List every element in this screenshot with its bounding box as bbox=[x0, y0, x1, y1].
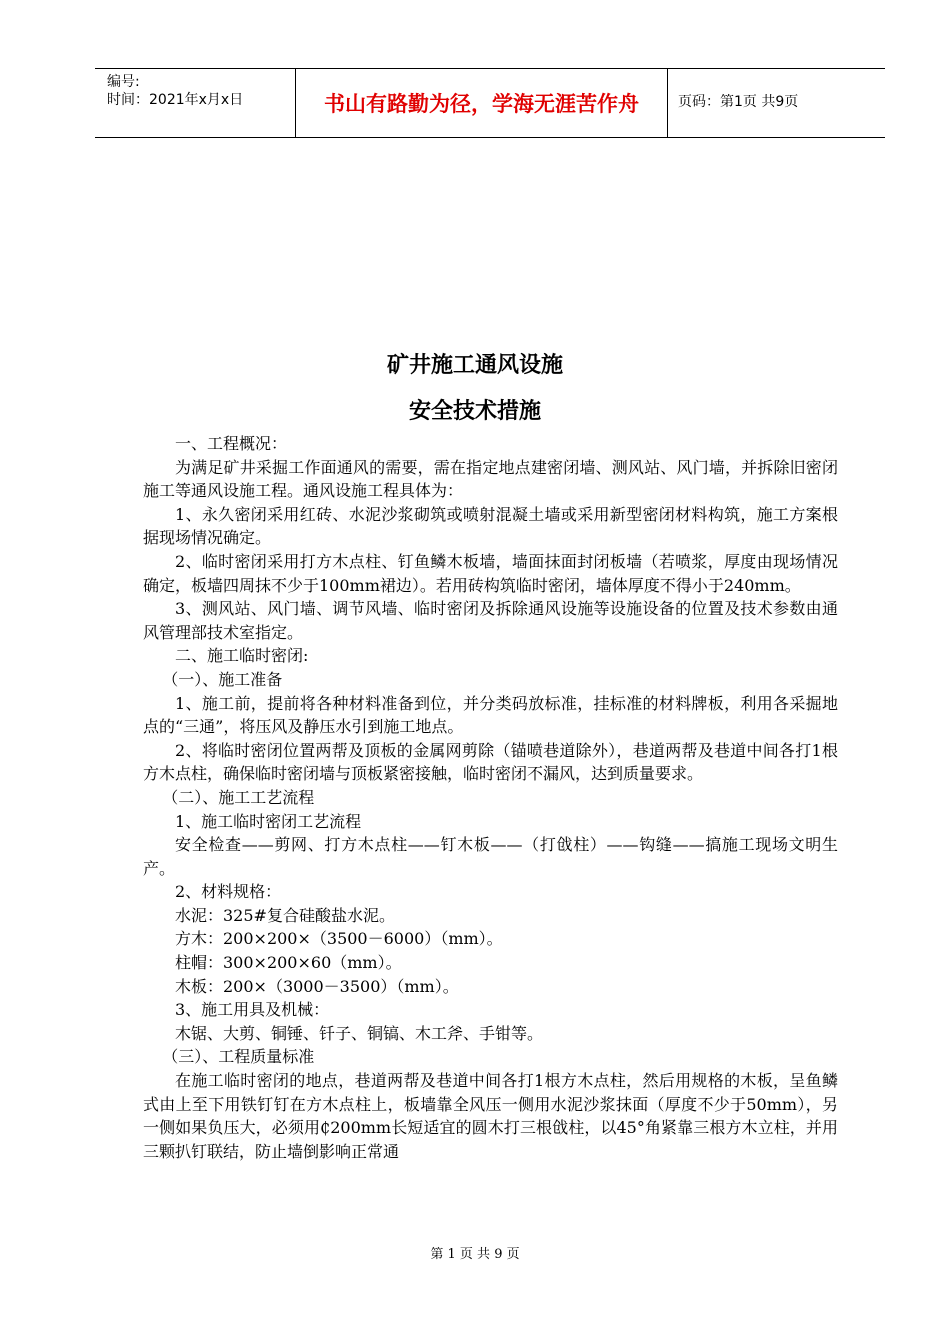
material-spec: 柱帽：300×200×60（mm）。 bbox=[175, 953, 402, 973]
paragraph: 1、永久密闭采用红砖、水泥沙浆砌筑或喷射混凝土墙或采用新型密闭材料构筑，施工方案根据现场情况确定。 bbox=[143, 504, 838, 548]
paragraph: 3、测风站、风门墙、调节风墙、临时密闭及拆除通风设施等设施设备的位置及技术参数由通风管理部技术室指定。 bbox=[143, 599, 838, 642]
paragraph: 2、材料规格： bbox=[175, 882, 282, 902]
paragraph: 在施工临时密闭的地点，巷道两帮及巷道中间各打1根方木点柱，然后用规格的木板，呈鱼鳞式由上至下用铁钉钉在方木点柱上，板墙靠全风压一侧用水泥沙浆抹面（厚度不少于50mm），另一侧如果负压大，必须用₵200mm长短适宜的圆木打三根戗柱，以45°角紧靠三根方木立柱，并用三颗扒钉联结，防止墙倒影响正常通 bbox=[143, 1071, 838, 1161]
paragraph: 2、将临时密闭位置两帮及顶板的金属网剪除（锚喷巷道除外），巷道两帮及巷道中间各打1根方木点柱，确保临时密闭墙与顶板紧密接触，临时密闭不漏风，达到质量要求。 bbox=[143, 740, 838, 784]
document-time-label: 时间：2021年x月x日 bbox=[107, 92, 244, 108]
paragraph: 2、临时密闭采用打方木点柱、钉鱼鳞木板墙，墙面抹面封闭板墙（若喷浆，厚度由现场情况确定，板墙四周抹不少于100mm裙边）。若用砖构筑临时密闭，墙体厚度不得小于240mm。 bbox=[143, 551, 838, 595]
document-number-label: 编号: bbox=[107, 74, 140, 90]
header-info-cell bbox=[95, 69, 296, 137]
subsection-heading-preparation: （一）、施工准备 bbox=[162, 669, 283, 689]
section-heading-temporary-seal: 二、施工临时密闭: bbox=[175, 646, 309, 666]
section-heading-overview: 一、工程概况： bbox=[175, 434, 288, 453]
page-footer: 第 1 页 共 9 页 bbox=[430, 1247, 520, 1262]
document-title-line1: 矿井施工通风设施 bbox=[386, 353, 563, 378]
paragraph: 安全检查——剪网、打方木点柱——钉木板——（打戗柱）——钩缝——搞施工现场文明生产。 bbox=[143, 835, 838, 878]
document-body bbox=[143, 432, 838, 1163]
paragraph: 1、施工临时密闭工艺流程 bbox=[175, 811, 362, 831]
header-page-cell bbox=[668, 69, 885, 137]
motto-text: 书山有路勤为径，学海无涯苦作舟 bbox=[324, 92, 639, 116]
page-indicator: 页码：第1页 共9页 bbox=[678, 94, 799, 110]
paragraph: 为满足矿井采掘工作面通风的需要，需在指定地点建密闭墙、测风站、风门墙，并拆除旧密闭施工等通风设施工程。通风设施工程具体为： bbox=[143, 457, 838, 501]
document-title-line2: 安全技术措施 bbox=[408, 399, 541, 424]
material-spec: 木板：200×（3000－3500）（mm）。 bbox=[175, 976, 459, 996]
subsection-heading-process: （二）、施工工艺流程 bbox=[162, 787, 315, 807]
header-table bbox=[95, 68, 885, 138]
material-spec: 水泥：325#复合硅酸盐水泥。 bbox=[175, 905, 395, 925]
paragraph: 1、施工前，提前将各种材料准备到位，并分类码放标准，挂标准的材料牌板，利用各采掘地点的“三通”，将压风及静压水引到施工地点。 bbox=[143, 693, 838, 737]
subsection-heading-quality: （三）、工程质量标准 bbox=[162, 1047, 315, 1067]
tools-list: 木锯、大剪、铜锤、钎子、铜镐、木工斧、手钳等。 bbox=[175, 1023, 544, 1043]
header-motto-cell bbox=[296, 69, 668, 137]
material-spec: 方木：200×200×（3500－6000）（mm）。 bbox=[175, 929, 503, 949]
paragraph: 3、施工用具及机械： bbox=[175, 1000, 330, 1020]
